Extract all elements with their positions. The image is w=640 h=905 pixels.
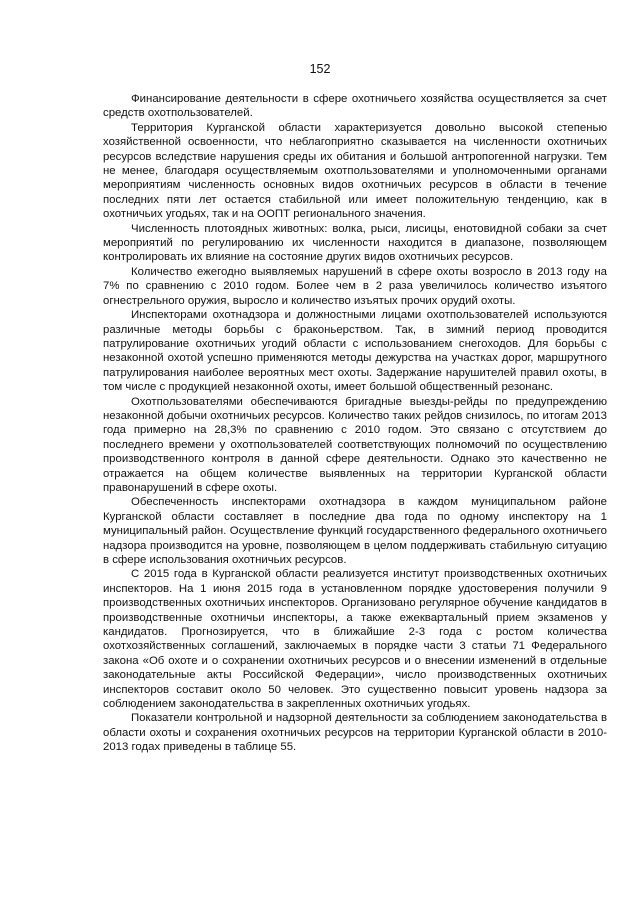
paragraph-territory: Территория Курганской области характеризуется довольно высокой степенью хозяйственной освоенности, что неблагоприятно сказывается на численности охотничьих ресурсов вследствие нарушения среды их обитания и большой антропогенной нагрузки. Тем не менее, благодаря осуществляемым охотпользователями и уполномоченными органами мероприятиям численность основных видов охотничьих ресурсов в области в течение последних пяти лет остается стабильной или имеет положительную тенденцию, как в охотничьих угодьях, так и на ООПТ регионального значения. xyxy=(103,121,607,221)
paragraph-raids: Охотпользователями обеспечиваются бригадные выезды-рейды по предупреждению незаконной добычи охотничьих ресурсов. Количество таких рейдов снизилось, по итогам 2013 года примерно на 28,3% по сравнению с 2010 годом. Это связано с отсутствием до последнего времени у охотпользователей соответствующих полномочий по осуществлению производственного контроля в данной сфере деятельности. Однако это качественно не отражается на общем количестве выявленных на территории Курганской области правонарушений в сфере охоты. xyxy=(103,395,607,494)
paragraph-anti-poaching: Инспекторами охотнадзора и должностными лицами охотпользователей используются различные методы борьбы с браконьерством. Так, в зимний период проводится патрулирование охотничьих угодий области с использованием снегоходов. Для борьбы с незаконной охотой успешно применяются методы дежурства на участках дорог, маршрутного патрулирования наиболее вероятных мест охоты. Задержание нарушителей правил охоты, в том числе с продукцией незаконной охоты, имеет большой общественный резонанс. xyxy=(103,309,607,394)
paragraph-predators: Численность плотоядных животных: волка, рыси, лисицы, енотовидной собаки за счет мероприятий по регулированию их численности находится в диапазоне, позволяющем контролировать их влияние на состояние других видов охотничьих ресурсов. xyxy=(103,222,607,264)
paragraph-production-inspectors: С 2015 года в Курганской области реализуется институт производственных охотничьих инспекторов. На 1 июня 2015 года в установленном порядке удостоверения получили 9 производственных охотничьих инспекторов. Организовано регулярное обучение кандидатов в производственные охотничьи инспекторы, а также ежеквартальный прием экзаменов у кандидатов. Прогнозируется, что в ближайшие 2-3 года с ростом количества охотхозяйственных соглашений, заключаемых в порядке части 3 статьи 71 Федерального закона «Об охоте и о сохранении охотничьих ресурсов и о внесении изменений в отдельные законодательные акты Российской Федерации», число производственных охотничьих инспекторов составит около 50 человек. Это существенно повысит уровень надзора за соблюдением законодательства в закрепленных охотничьих угодьях. xyxy=(103,568,607,711)
page-body xyxy=(103,92,607,755)
paragraph-financing: Финансирование деятельности в сфере охотничьего хозяйства осуществляется за счет средств охотпользователей. xyxy=(103,93,607,120)
page-number: 152 xyxy=(309,62,331,76)
paragraph-table-reference: Показатели контрольной и надзорной деятельности за соблюдением законодательства в области охоты и сохранения охотничьих ресурсов на территории Курганской области в 2010-2013 годах приведены в таблице 55. xyxy=(103,712,607,754)
paragraph-violations: Количество ежегодно выявляемых нарушений в сфере охоты возросло в 2013 году на 7% по сравнению с 2010 годом. Более чем в 2 раза увеличилось количество изъятого огнестрельного оружия, выросло и количество изъятых прочих орудий охоты. xyxy=(103,265,607,307)
paragraph-inspectors-coverage: Обеспеченность инспекторами охотнадзора в каждом муниципальном районе Курганской области составляет в последние два года по одному инспектору на 1 муниципальный район. Осуществление функций государственного федерального охотничьего надзора производится на уровне, позволяющем в целом поддерживать стабильную ситуацию в сфере использования охотничьих ресурсов. xyxy=(103,496,607,566)
